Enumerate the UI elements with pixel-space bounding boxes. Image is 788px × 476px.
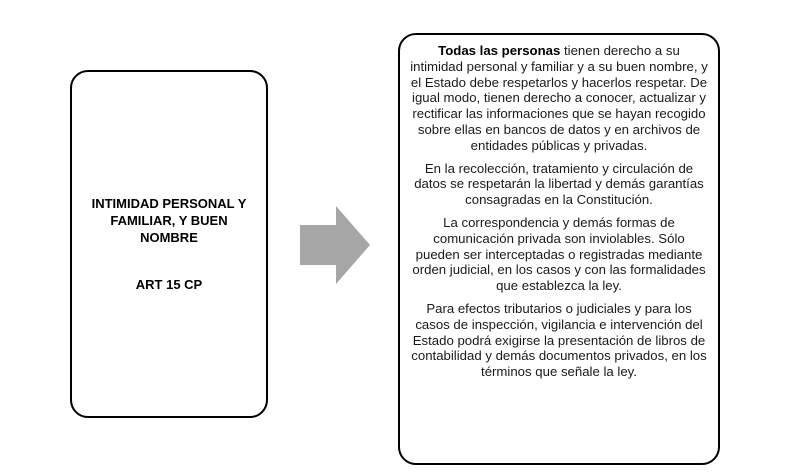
article-title: INTIMIDAD PERSONAL Y FAMILIAR, Y BUEN NOMBRE	[91, 196, 247, 245]
paragraph-1-bold: Todas las personas	[438, 43, 561, 58]
paragraph-2: En la recolección, tratamiento y circulación de datos se respetarán la libertad y demás garantías consagradas en la Constitución.	[414, 160, 704, 208]
paragraph-3: La correspondencia y demás formas de comunicación privada son inviolables. Sólo pueden ser interceptadas o registradas mediante orden judicial, en los casos y con las formalidades que establezca la ley.	[412, 214, 706, 294]
paragraph-1-rest: tienen derecho a su intimidad personal y familiar y a su buen nombre, y el Estado debe respetarlos y hacerlos respetar. De igual modo, tienen derecho a conocer, actualizar y rectificar las informaciones que se hayan recogido sobre ellas en bancos de datos y en archivos de entidades públicas y privadas.	[410, 43, 708, 153]
paragraph-4: Para efectos tributarios o judiciales y para los casos de inspección, vigilancia e intervención del Estado podrá exigirse la presentación de libros de contabilidad y demás documentos privados, en los términos que señale la ley.	[411, 300, 707, 380]
article-reference: ART 15 CP	[135, 277, 203, 292]
paragraph-1	[410, 43, 708, 154]
article-text-box	[398, 33, 720, 465]
right-arrow-icon	[300, 206, 370, 284]
article-title-box	[70, 70, 268, 418]
